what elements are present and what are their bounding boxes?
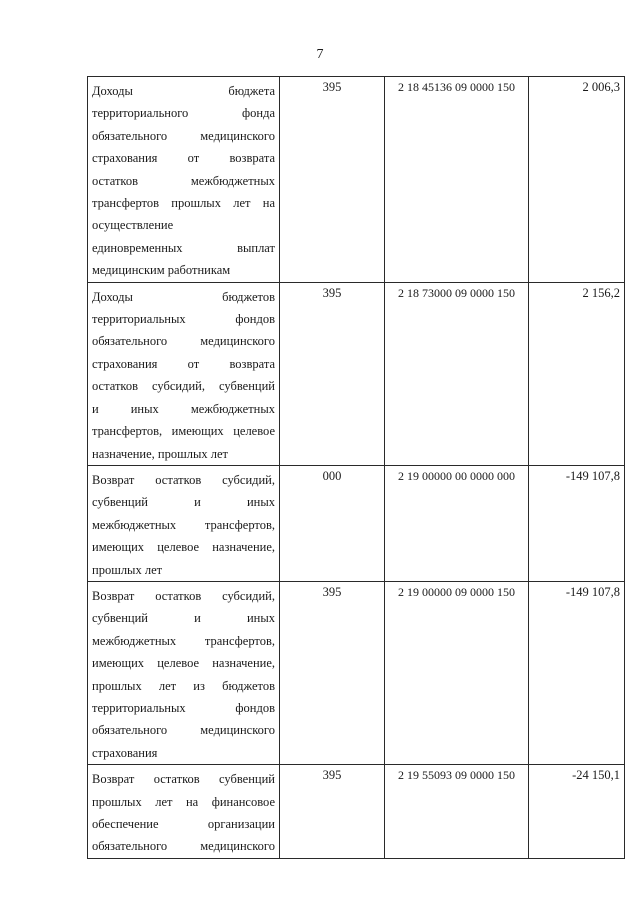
row-code-cell: 395 bbox=[280, 581, 385, 764]
row-name-line: межбюджетных трансфертов, bbox=[92, 633, 275, 648]
row-name-line: субвенций и иных bbox=[92, 611, 275, 626]
row-name-line: единовременных выплат bbox=[92, 240, 275, 255]
table-row bbox=[88, 465, 625, 581]
row-name-line: трансфертов прошлых лет на bbox=[92, 196, 275, 211]
page-number: 7 bbox=[316, 47, 324, 62]
row-name-line: имеющих целевое назначение, bbox=[92, 540, 275, 555]
row-kbk-cell: 2 18 45136 09 0000 150 bbox=[385, 77, 529, 283]
row-sum-cell: -149 107,8 bbox=[529, 465, 625, 581]
table-row bbox=[88, 282, 625, 465]
row-name-line: субвенций и иных bbox=[92, 495, 275, 510]
row-name-line: межбюджетных трансфертов, bbox=[92, 517, 275, 532]
row-name-line: Возврат остатков субвенций bbox=[92, 772, 275, 787]
row-name-line: обязательного медицинского bbox=[92, 128, 275, 143]
row-name-cell bbox=[88, 581, 280, 764]
row-code-cell: 395 bbox=[280, 282, 385, 465]
row-name-line: обязательного медицинского bbox=[92, 839, 275, 854]
row-name-line: страхования от возврата bbox=[92, 356, 275, 371]
row-name-line: остатков межбюджетных bbox=[92, 173, 275, 188]
table-row bbox=[88, 765, 625, 859]
row-name-cell bbox=[88, 465, 280, 581]
row-name-line: Доходы бюджета bbox=[92, 84, 275, 98]
row-sum-cell: -149 107,8 bbox=[529, 581, 625, 764]
row-sum-cell: 2 006,3 bbox=[529, 77, 625, 283]
row-sum-cell: -24 150,1 bbox=[529, 765, 625, 859]
row-name-last-line: назначение, прошлых лет bbox=[92, 446, 228, 461]
row-name-line: страхования от возврата bbox=[92, 151, 275, 166]
row-name-line: территориальных фондов bbox=[92, 700, 275, 715]
row-code-cell: 395 bbox=[280, 77, 385, 283]
table-row bbox=[88, 77, 625, 283]
row-name-line: прошлых лет на финансовое bbox=[92, 794, 275, 809]
row-name-line: прошлых лет из бюджетов bbox=[92, 678, 275, 693]
row-kbk-cell: 2 19 00000 09 0000 150 bbox=[385, 581, 529, 764]
budget-revenue-table bbox=[87, 76, 625, 859]
row-name-last-line: медицинским работникам bbox=[92, 263, 231, 278]
row-name-line: Возврат остатков субсидий, bbox=[92, 472, 275, 487]
row-name-line: остатков субсидий, субвенций bbox=[92, 379, 275, 394]
row-name-line: имеющих целевое назначение, bbox=[92, 656, 275, 671]
row-name-line: обязательного медицинского bbox=[92, 723, 275, 738]
table-row bbox=[88, 581, 625, 764]
row-kbk-cell: 2 19 00000 00 0000 000 bbox=[385, 465, 529, 581]
row-name-line: территориального фонда bbox=[92, 106, 275, 121]
row-name-cell bbox=[88, 77, 280, 283]
row-sum-cell: 2 156,2 bbox=[529, 282, 625, 465]
row-kbk-cell: 2 19 55093 09 0000 150 bbox=[385, 765, 529, 859]
row-name-line: Возврат остатков субсидий, bbox=[92, 588, 275, 603]
row-code-cell: 395 bbox=[280, 765, 385, 859]
row-name-line: и иных межбюджетных bbox=[92, 401, 275, 416]
row-name-line: трансфертов, имеющих целевое bbox=[92, 424, 275, 439]
row-name-cell bbox=[88, 282, 280, 465]
row-name-line: осуществление bbox=[92, 218, 174, 233]
row-kbk-cell: 2 18 73000 09 0000 150 bbox=[385, 282, 529, 465]
row-name-last-line: прошлых лет bbox=[92, 562, 163, 577]
row-name-last-line: страхования bbox=[92, 745, 158, 760]
row-name-line: территориальных фондов bbox=[92, 312, 275, 327]
row-code-cell: 000 bbox=[280, 465, 385, 581]
table-body bbox=[88, 77, 625, 859]
row-name-line: обязательного медицинского bbox=[92, 334, 275, 349]
row-name-line: Доходы бюджетов bbox=[92, 289, 275, 304]
row-name-cell bbox=[88, 765, 280, 859]
row-name-line: обеспечение организации bbox=[92, 817, 275, 831]
